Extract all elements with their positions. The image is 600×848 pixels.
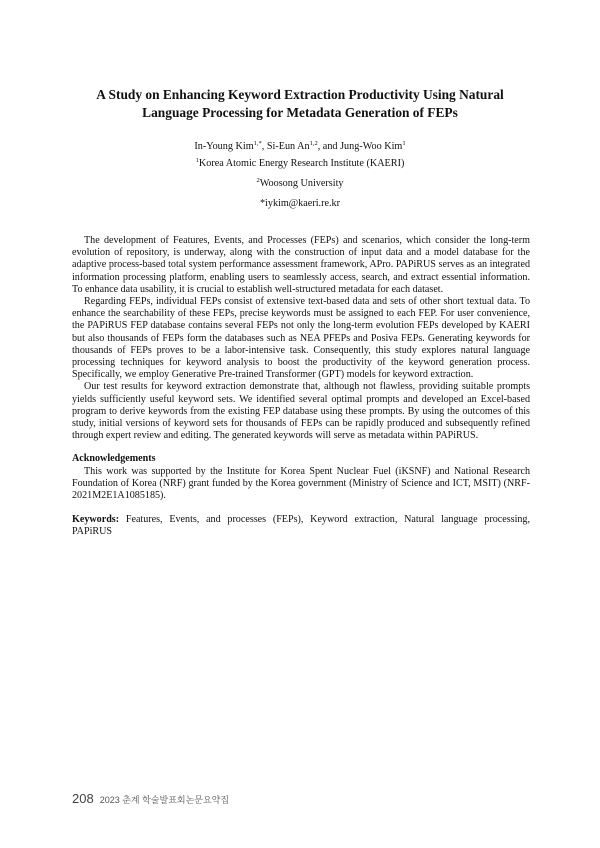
author-name: Si-Eun An <box>266 141 310 152</box>
acknowledgements-text: This work was supported by the Institute for Korea Spent Nuclear Fuel (iKSNF) and National Research Foundation of Korea (NRF) grant funded by the Korea government (Ministry of Science and ICT, MSIT) (NRF-2021M2E1A1085185). <box>72 465 530 502</box>
page-footer <box>72 791 229 806</box>
keywords-text: Features, Events, and processes (FEPs), Keyword extraction, Natural language processing, PAPiRUS <box>72 514 530 538</box>
acknowledgements-heading: Acknowledgements <box>72 453 156 465</box>
paper-title: A Study on Enhancing Keyword Extraction Productivity Using Natural Language Processing for Metadata Generation of FEPs <box>96 87 504 120</box>
author-line <box>0 140 600 154</box>
keywords-line <box>72 514 530 538</box>
author-name: Jung-Woo Kim <box>340 141 403 152</box>
body-paragraph: The development of Features, Events, and Processes (FEPs) and scenarios, which consider the long-term evolution of repository, is underway, along with the construction of input data and a model database for the adaptive process-based total system performance assessment framework, APro. PAPiRUS serves as an integrated information processing platform, enabling users to seamlessly access, search, and extract essential information. To enhance data usability, it is crucial to establish well-structured metadata for each dataset. <box>72 235 530 295</box>
affiliation <box>0 157 600 171</box>
affiliation-mark: 1 <box>195 157 199 164</box>
author-separator: , <box>261 141 267 152</box>
affiliation-text: Korea Atomic Energy Research Institute (KAERI) <box>198 158 405 169</box>
affiliation-text: Woosong University <box>259 178 344 189</box>
author-affiliation-mark: 1,2 <box>309 140 318 147</box>
paper-body <box>72 235 530 539</box>
author-name: In-Young Kim <box>194 141 254 152</box>
page-number: 208 <box>72 791 94 806</box>
author-affiliation-mark: 1 <box>402 140 406 147</box>
affiliation-mark: 2 <box>256 177 260 184</box>
body-paragraph: Regarding FEPs, individual FEPs consist of extensive text-based data and sets of other short textual data. To enhance the searchability of these FEPs, precise keywords must be assigned to each FEP. For user convenience, the PAPiRUS FEP database contains several FEPs not only the long-term evolution FEPs developed by KAERI but also thousands of FEPs form the databases such as NEA PFEPs and Posiva FEPs. Generating keywords for thousands of FEPs proves to be a labor-intensive task. Consequently, this study explores natural language processing techniques for keyword analysis to boost the productivity of the keyword generation process. Specifically, we employ Generative Pre-trained Transformer (GPT) models for keyword extraction. <box>72 296 530 381</box>
contact-email: *iykim@kaeri.re.kr <box>259 198 341 209</box>
keywords-label: Keywords: <box>72 514 120 526</box>
proceedings-title: 2023 춘계 학술발표회논문요약집 <box>99 795 230 805</box>
author-separator: , and <box>317 141 341 152</box>
author-affiliation-mark: 1,* <box>253 140 262 147</box>
affiliation <box>0 177 600 191</box>
body-paragraph: Our test results for keyword extraction demonstrate that, although not flawless, providing suitable prompts yields sufficiently useful keyword sets. We identified several optimal prompts and developed an Excel-based program to derive keywords from the existing FEP database using these prompts. By using the outcomes of this study, initial versions of keyword sets for thousands of FEPs can be rapidly produced and subsequently refined through expert review and editing. The generated keywords will serve as metadata within PAPiRUS. <box>72 381 530 442</box>
